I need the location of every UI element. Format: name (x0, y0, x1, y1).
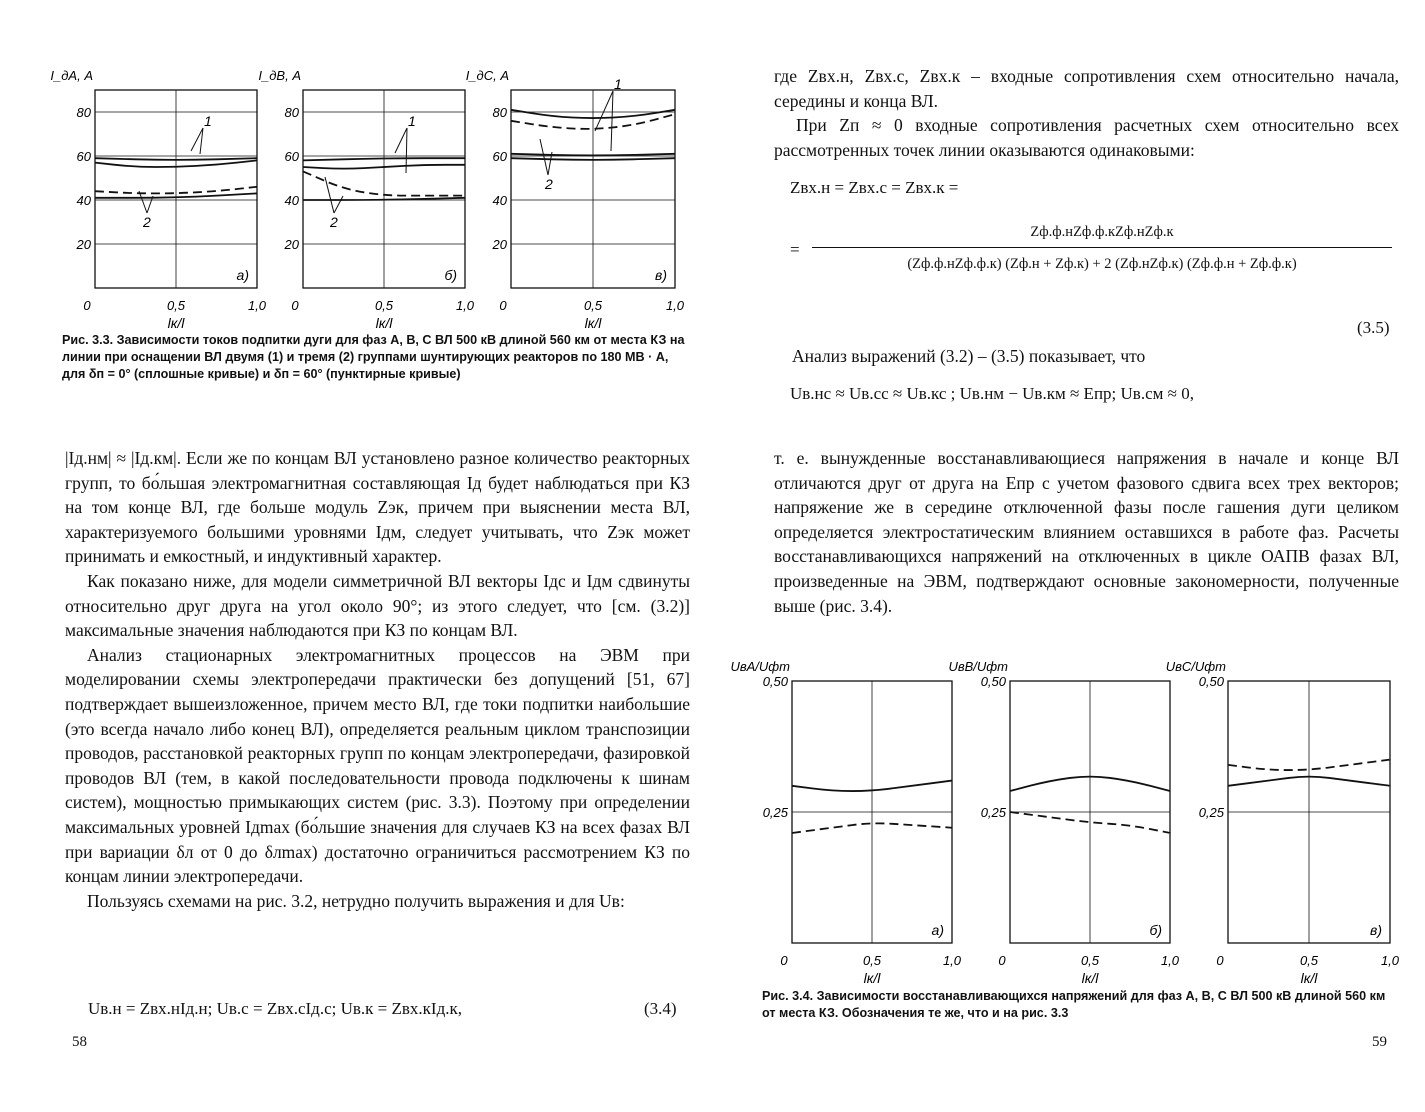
page-number: 59 (1372, 1034, 1387, 1050)
curve-label-1: 1 (408, 113, 416, 129)
formula-number: (3.4) (644, 999, 677, 1018)
y-tick-label: 80 (284, 105, 299, 120)
paragraph: |Iд.нм| ≈ |Iд.км|. Если же по концам ВЛ установлено разное количество реакторных групп, то бо́льшая электромагнитная составляющая Iд будет наблюдаться при КЗ на том конце ВЛ, где больше модуль Zэк, причем при выяснении места ВЛ, характеризуемого большими уровнями Iдм, следует учитывать, что Zэк может принимать и емкостный, и индуктивный характер. (65, 448, 690, 567)
x-axis-label: lк/l (1081, 970, 1099, 986)
page-number: 58 (72, 1034, 87, 1050)
figure-3-3 (50, 55, 695, 331)
left-body-text (65, 446, 690, 913)
figure-3-4-caption: Рис. 3.4. Зависимости восстанавливающихся напряжений для фаз А, В, С ВЛ 500 кВ длиной 560 км от места КЗ. Обозначения те же, что и на рис. 3.3 (762, 989, 1386, 1020)
y-tick-label: 0,50 (762, 674, 788, 689)
x-tick-label: 1,0 (942, 953, 962, 968)
fraction-numerator: Zф.ф.нZф.ф.кZф.нZф.к (1030, 224, 1174, 240)
x-tick-label: 1,0 (665, 298, 685, 313)
x-tick-label: 0 (1216, 953, 1224, 968)
chart-phase-b (258, 68, 474, 331)
curve-label-1: 1 (204, 113, 212, 129)
panel-letter: б) (444, 267, 457, 283)
formula-text: Uв.н = Zвх.нIд.н; Uв.с = Zвх.сIд.с; Uв.к = Zвх.кIд.к, (88, 999, 462, 1018)
y-tick-label: 20 (492, 237, 507, 252)
y-tick-label: 0,25 (980, 805, 1006, 820)
x-tick-label: 0 (291, 298, 299, 313)
y-tick-label: 60 (284, 149, 299, 164)
x-axis-label: lк/l (584, 315, 602, 331)
curve-label-2: 2 (330, 214, 338, 230)
panel-letter: а) (931, 922, 944, 938)
y-tick-label: 80 (76, 105, 91, 120)
paragraph: Анализ стационарных электромагнитных процессов на ЭВМ при моделировании схемы электропередачи практически без допущений [51, 67] подтверждает вышеизложенное, причем место ВЛ, где токи подпитки наибольшие (это всегда начало либо конец ВЛ), определяется реальным циклом транспозиции проводов, расстановкой реакторных групп по концам электропередачи, фазировкой проводов ВЛ (тем, в какой последовательности провода подключены к шинам систем), мощностью примыкающих систем (рис. 3.3). Поэтому при определении максимальных уровней Iдmax (бо́льшие значения для случаев КЗ на всех фазах ВЛ при вариации δл от 0 до δлmax) достаточно ограничиться рассмотрением КЗ по концам линии электропередачи. (65, 644, 690, 887)
y-axis-label: I_дC, А (465, 68, 509, 83)
x-axis-label: lк/l (1300, 970, 1318, 986)
x-tick-label: 0,5 (583, 298, 603, 313)
y-axis-label: I_дA, А (50, 68, 93, 83)
x-tick-label: 0 (83, 298, 91, 313)
y-tick-label: 0,50 (1198, 674, 1224, 689)
x-tick-label: 1,0 (455, 298, 475, 313)
formula-voltages: Uв.нс ≈ Uв.сс ≈ Uв.кс ; Uв.нм − Uв.км ≈ Eпр; Uв.см ≈ 0, (790, 384, 1194, 403)
x-tick-label: 0 (998, 953, 1006, 968)
y-tick-label: 40 (492, 193, 507, 208)
x-tick-label: 0 (499, 298, 507, 313)
panel-letter: в) (1370, 922, 1382, 938)
y-tick-label: 0,25 (762, 805, 788, 820)
chart-phase-a (50, 68, 266, 331)
paragraph: Пользуясь схемами на рис. 3.2, нетрудно получить выражения и для Uв: (87, 890, 625, 911)
paragraph: где Zвх.н, Zвх.с, Zвх.к – входные сопротивления схем относительно начала, середины и конца ВЛ. (774, 66, 1399, 111)
curve-number-labels (142, 76, 622, 230)
formula-input-impedance: Zвх.н = Zвх.с = Zвх.к = (790, 178, 959, 197)
y-tick-label: 40 (284, 193, 299, 208)
right-top-text (774, 64, 1399, 162)
paragraph: При Zп ≈ 0 входные сопротивления расчетных схем относительно всех рассмотренных точек линии оказываются одинаковыми: (774, 115, 1399, 160)
x-tick-label: 1,0 (1160, 953, 1180, 968)
formula-3-4 (88, 999, 462, 1019)
analysis-line: Анализ выражений (3.2) – (3.5) показывает, что (792, 346, 1146, 366)
x-axis-label: lк/l (167, 315, 185, 331)
formula-number: (3.5) (1357, 318, 1390, 337)
curve-label-1: 1 (614, 76, 622, 92)
y-tick-label: 20 (284, 237, 299, 252)
right-page (712, 0, 1425, 1112)
y-tick-label: 40 (76, 193, 91, 208)
x-tick-label: 1,0 (1380, 953, 1400, 968)
x-axis-label: lк/l (863, 970, 881, 986)
chart-phase-b-voltage (948, 659, 1179, 986)
y-axis-label: UвC/Uфm (1165, 659, 1226, 674)
y-axis-label: UвB/Uфm (948, 659, 1008, 674)
curve-label-2: 2 (143, 214, 151, 230)
x-tick-label: 0,5 (862, 953, 882, 968)
y-tick-label: 80 (492, 105, 507, 120)
y-axis-label: I_дB, А (258, 68, 301, 83)
x-tick-label: 0,5 (374, 298, 394, 313)
chart-phase-a-voltage (730, 659, 961, 986)
paragraph: Как показано ниже, для модели симметричной ВЛ векторы Iдс и Iдм сдвинуты относительно друг друга на угол около 90°; из этого следует, что [см. (3.2)] максимальные значения наблюдаются при КЗ по концам ВЛ. (65, 570, 690, 641)
figure-3-4 (730, 648, 1402, 986)
x-tick-label: 0 (780, 953, 788, 968)
fraction-denominator: (Zф.ф.нZф.ф.к) (Zф.н + Zф.к) + 2 (Zф.нZф.к) (Zф.ф.н + Zф.ф.к) (907, 256, 1297, 272)
panel-letter: а) (236, 267, 249, 283)
y-axis-label: UвA/Uфm (730, 659, 790, 674)
y-tick-label: 0,50 (980, 674, 1006, 689)
x-axis-label: lк/l (375, 315, 393, 331)
x-tick-label: 1,0 (247, 298, 267, 313)
left-page (0, 0, 712, 1112)
x-tick-label: 0,5 (166, 298, 186, 313)
chart-phase-c (466, 68, 685, 331)
paragraph: т. е. вынужденные восстанавливающиеся напряжения в начале и конце ВЛ отличаются друг от друга на Eпр с учетом фазового сдвига всех трех векторов; напряжение же в середине отключенной фазы после гашения дуги целиком определяется электростатическим влиянием оставшихся в работе фаз. Расчеты восстанавливающихся напряжений на отключенных в цикле ОАПВ фазах ВЛ, произведенные на ЭВМ, подтверждают основные закономерности, полученные выше (рис. 3.4). (774, 448, 1399, 616)
panel-letter: б) (1149, 922, 1162, 938)
curve-label-2: 2 (545, 176, 553, 192)
chart-phase-c-voltage (1166, 659, 1400, 986)
y-tick-label: 60 (492, 149, 507, 164)
y-tick-label: 0,25 (1198, 805, 1224, 820)
formula-equals: = (790, 240, 800, 259)
x-tick-label: 0,5 (1299, 953, 1319, 968)
panel-letter: в) (655, 267, 667, 283)
y-tick-label: 60 (76, 149, 91, 164)
formula-fraction (812, 224, 1392, 273)
x-tick-label: 0,5 (1080, 953, 1100, 968)
right-body-text (774, 446, 1399, 618)
y-tick-label: 20 (76, 237, 91, 252)
figure-3-3-caption: Рис. 3.3. Зависимости токов подпитки дуги для фаз А, В, С ВЛ 500 кВ длиной 560 км от места КЗ на линии при оснащении ВЛ двумя (1) и тремя (2) группами шунтирующих реакторов по 180 МВ · А, для δп = 0° (сплошные кривые) и δп = 60° (пунктирные кривые) (62, 333, 685, 381)
